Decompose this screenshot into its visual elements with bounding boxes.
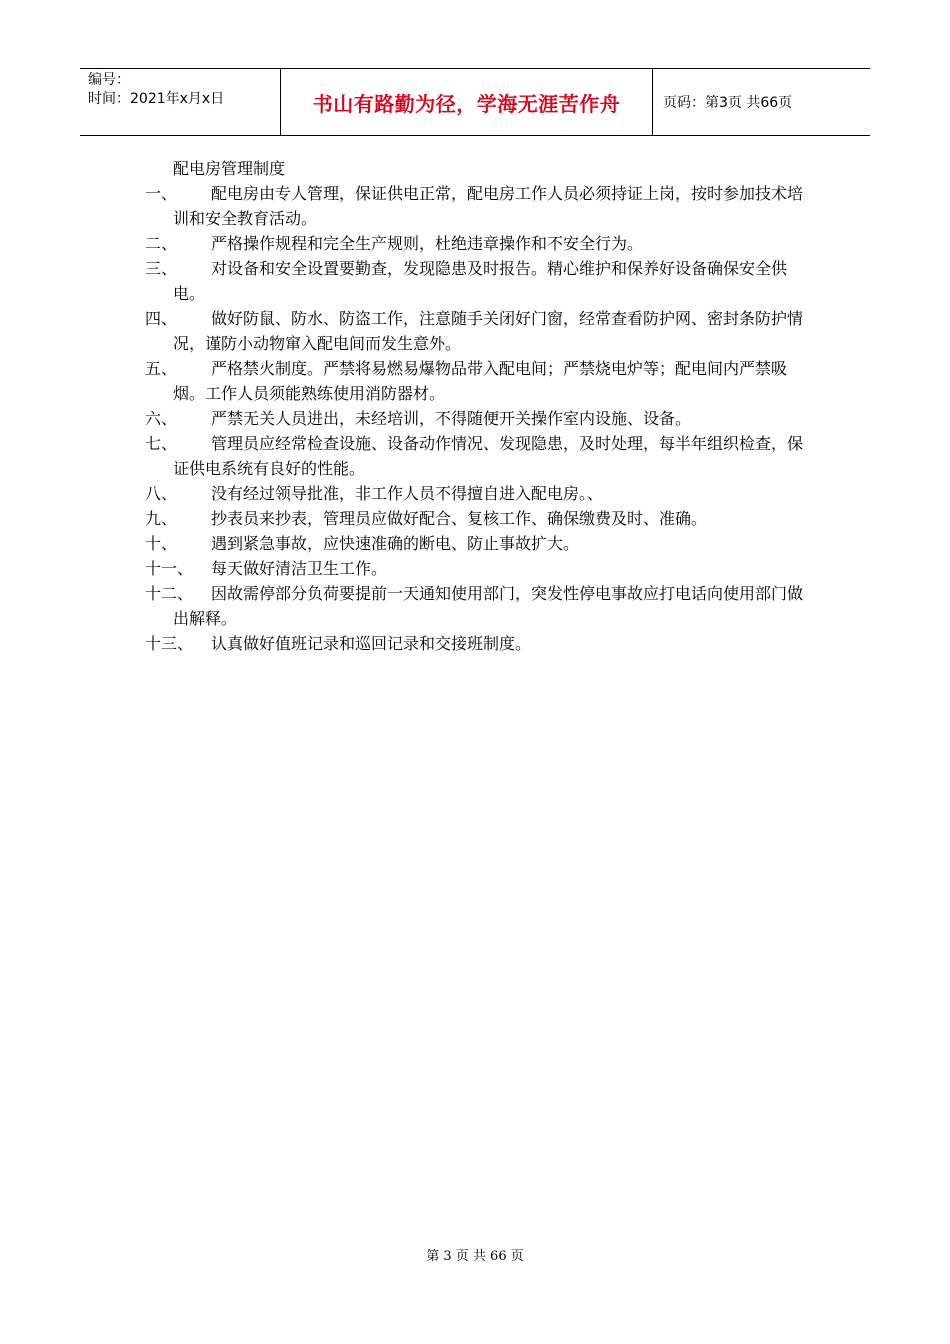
- list-item-text: 严格禁火制度。严禁将易燃易爆物品带入配电间；严禁烧电炉等；配电间内严禁吸烟。工作人员须能熟练使用消防器材。: [173, 359, 788, 403]
- list-item-number: 四、: [145, 309, 178, 328]
- list-item-number: 七、: [145, 434, 178, 453]
- list-item: [145, 531, 815, 556]
- list-item: [145, 256, 815, 306]
- header-page-info: 页码：第3页 共66页: [663, 95, 793, 111]
- header-left-cell: [80, 69, 281, 135]
- list-item-text: 认真做好值班记录和巡回记录和交接班制度。: [211, 634, 532, 653]
- list-item-number: 三、: [145, 259, 178, 278]
- list-item-number: 二、: [145, 234, 178, 253]
- list-item-text: 没有经过领导批准，非工作人员不得擅自进入配电房。、: [211, 484, 604, 503]
- list-item-number: 六、: [145, 409, 178, 428]
- list-item-number: 八、: [145, 484, 178, 503]
- list-item-text: 抄表员来抄表，管理员应做好配合、复核工作、确保缴费及时、准确。: [211, 509, 708, 528]
- list-item-text: 严格操作规程和完全生产规则，杜绝违章操作和不安全行为。: [211, 234, 644, 253]
- list-item: [145, 431, 815, 481]
- list-item-text: 做好防鼠、防水、防盗工作，注意随手关闭好门窗，经常查看防护网、密封条防护情况，谨防小动物窜入配电间而发生意外。: [173, 309, 804, 353]
- list-item-text: 因故需停部分负荷要提前一天通知使用部门，突发性停电事故应打电话向使用部门做出解释。: [173, 584, 804, 628]
- list-item-text: 管理员应经常检查设施、设备动作情况、发现隐患，及时处理，每半年组织检查，保证供电系统有良好的性能。: [173, 434, 804, 478]
- page-footer: 第 3 页 共 66 页: [426, 1249, 524, 1264]
- document-title: 配电房管理制度: [173, 159, 286, 178]
- list-item: [145, 506, 815, 531]
- list-item: [145, 306, 815, 356]
- time-label: 时间：2021年x月x日: [88, 91, 225, 107]
- number-label: 编号：: [88, 72, 130, 88]
- list-item-text: 严禁无关人员进出，未经培训，不得随便开关操作室内设施、设备。: [211, 409, 692, 428]
- list-item: [145, 406, 815, 431]
- list-item-number: 五、: [145, 359, 178, 378]
- list-item-number: 十三、: [145, 634, 194, 653]
- list-item-text: 对设备和安全设置要勤查，发现隐患及时报告。精心维护和保养好设备确保安全供电。: [173, 259, 788, 303]
- list-item: [145, 556, 815, 581]
- list-item-text: 每天做好清洁卫生工作。: [211, 559, 388, 578]
- list-item-number: 十一、: [145, 559, 194, 578]
- list-item: [145, 181, 815, 231]
- list-item-number: 一、: [145, 184, 178, 203]
- list-item-number: 十、: [145, 534, 178, 553]
- document-body: [145, 156, 815, 656]
- list-item: [145, 356, 815, 406]
- list-item-number: 九、: [145, 509, 178, 528]
- header-motto: 书山有路勤为径，学海无涯苦作舟: [281, 69, 653, 135]
- list-item: [145, 581, 815, 631]
- list-item-text: 遇到紧急事故，应快速准确的断电、防止事故扩大。: [211, 534, 580, 553]
- list-item: [145, 631, 815, 656]
- rules-list: [145, 181, 815, 656]
- page-header: [80, 68, 870, 136]
- list-item-number: 十二、: [145, 584, 194, 603]
- list-item-text: 配电房由专人管理，保证供电正常，配电房工作人员必须持证上岗，按时参加技术培训和安全教育活动。: [173, 184, 804, 228]
- list-item: [145, 231, 815, 256]
- list-item: [145, 481, 815, 506]
